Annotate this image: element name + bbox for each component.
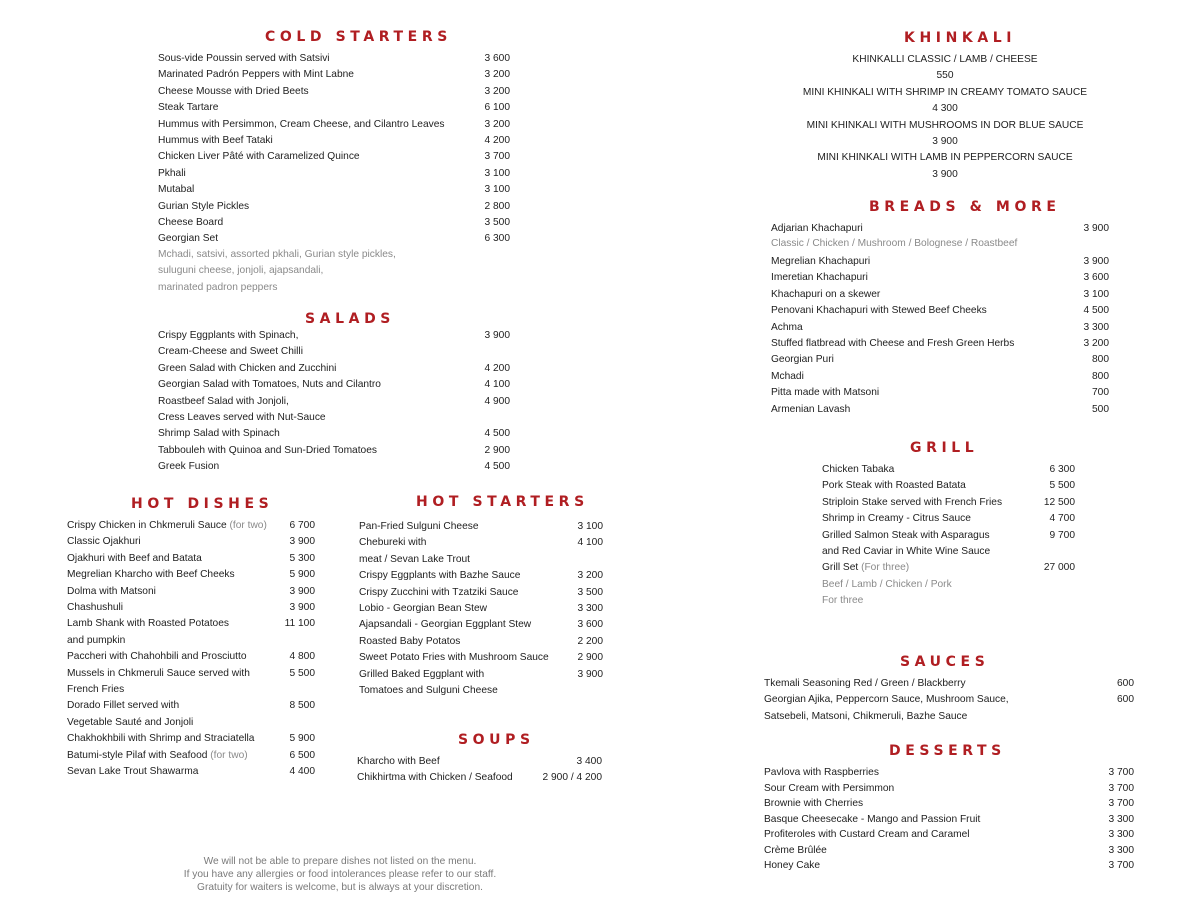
menu-item: [822, 462, 1075, 478]
menu-item-name: Batumi-style Pilaf with Seafood: [67, 749, 208, 761]
menu-item-name: Gurian Style Pickles: [158, 200, 250, 212]
menu-item-name: Brownie with Cherries: [764, 798, 864, 809]
menu-item: [764, 843, 1134, 859]
menu-item: [764, 858, 1134, 874]
menu-item-price: 3 100: [484, 167, 510, 179]
menu-item-price: 6 100: [484, 102, 510, 114]
menu-item-price: 3 500: [484, 217, 510, 228]
menu-item: [67, 616, 315, 632]
menu-item-price: 3 900: [484, 330, 510, 341]
menu-item-name: Shrimp in Creamy - Citrus Sauce: [822, 513, 971, 525]
khinkali-item-name: MINI KHINKALI WITH SHRIMP IN CREAMY TOMATO SAUCE: [802, 86, 1088, 98]
menu-item-price: 4 200: [484, 362, 510, 374]
menu-item: [158, 328, 510, 344]
menu-item-name: Roasted Baby Potatos: [359, 635, 461, 647]
menu-item-name: Grilled Salmon Steak with Asparagus: [822, 529, 990, 541]
menu-item: [67, 633, 315, 649]
menu-item: [158, 443, 510, 459]
menu-item-name: Pork Steak with Roasted Batata: [822, 480, 966, 492]
menu-item-name: Armenian Lavash: [771, 403, 851, 415]
menu-item-name: Crispy Eggplants with Bazhe Sauce: [359, 570, 521, 582]
menu-item: [158, 426, 510, 442]
menu-item-name: Georgian Puri: [771, 354, 834, 366]
menu-item-name: Tkemali Seasoning Red / Green / Blackberry: [764, 678, 966, 689]
khinkali-item-price: 550: [936, 70, 954, 82]
menu-item-price: 600: [1117, 678, 1134, 689]
menu-item-name: Pkhali: [158, 167, 186, 179]
menu-item-name: Crème Brûlée: [764, 844, 827, 856]
menu-item-name: Crispy Zucchini with Tzatziki Sauce: [359, 586, 519, 598]
menu-item-name: and pumpkin: [67, 634, 126, 646]
menu-item-name: Ojakhuri with Beef and Batata: [67, 552, 202, 564]
menu-item: [771, 303, 1109, 319]
menu-item: [357, 770, 602, 786]
menu-item-name: Imeretian Khachapuri: [771, 272, 868, 284]
menu-item-price: 800: [1092, 370, 1109, 382]
menu-item: [158, 377, 510, 393]
menu-item: [67, 698, 315, 714]
menu-item-price: 3 600: [1083, 272, 1109, 284]
menu-item: [158, 149, 510, 165]
menu-item-name: meat / Sevan Lake Trout: [359, 553, 470, 565]
menu-item: [158, 133, 510, 149]
menu-item: [67, 748, 315, 764]
menu-item: [764, 692, 1134, 708]
menu-item-price: 3 400: [576, 756, 602, 767]
menu-item-name: Mchadi: [771, 370, 804, 382]
menu-item: [822, 544, 1075, 560]
menu-item-price: 3 700: [1108, 782, 1134, 794]
menu-item-price: 5 500: [1049, 480, 1075, 492]
menu-item: [359, 535, 603, 551]
menu-item-name: Hummus with Beef Tataki: [158, 135, 273, 146]
menu-item-name: Profiteroles with Custard Cream and Caramel: [764, 829, 970, 840]
menu-item-name: Kharcho with Beef: [357, 756, 440, 767]
menu-item: [357, 754, 602, 770]
menu-item-name: Georgian Salad with Tomatoes, Nuts and Cilantro: [158, 379, 381, 391]
menu-item: [158, 231, 510, 247]
menu-item-name: Grill Set: [822, 562, 859, 574]
menu-item: [771, 254, 1109, 270]
hot-dishes-heading: HOT DISHES: [131, 496, 274, 512]
menu-item-name: Grilled Baked Eggplant with: [359, 668, 485, 680]
menu-item-price: 3 900: [577, 668, 603, 680]
menu-item: [822, 478, 1075, 494]
menu-item: [67, 764, 315, 780]
menu-item-price: 3 700: [1108, 860, 1134, 871]
menu-item-name: Tomatoes and Sulguni Cheese: [359, 685, 498, 696]
menu-item: [771, 270, 1109, 286]
menu-item-price: 27 000: [1043, 562, 1075, 574]
menu-item: [359, 667, 603, 683]
menu-item-name: Achma: [771, 321, 803, 333]
menu-item-description: Mchadi, satsivi, assorted pkhali, Gurian style pickles,: [158, 249, 396, 260]
menu-item: [158, 117, 510, 133]
menu-item-price: 3 900: [1083, 223, 1109, 234]
menu-item: [771, 287, 1109, 303]
khinkali-item-name: MINI KHINKALI WITH LAMB IN PEPPERCORN SAUCE: [817, 152, 1073, 164]
menu-item: [158, 394, 510, 410]
menu-item-price: 3 300: [577, 603, 603, 614]
menu-item-price: 4 700: [1049, 513, 1075, 525]
menu-item: [67, 666, 315, 682]
menu-item-price: 3 700: [484, 151, 510, 163]
menu-item: [764, 812, 1134, 828]
footer-line: Gratuity for waiters is welcome, but is always at your discretion.: [197, 882, 483, 893]
menu-item-price: 5 300: [289, 552, 315, 564]
menu-item: [67, 584, 315, 600]
menu-item-name: Roastbeef Salad with Jonjoli,: [158, 395, 289, 407]
menu-item-name: Sous-vide Poussin served with Satsivi: [158, 53, 330, 64]
menu-item: [764, 781, 1134, 797]
menu-item-price: 4 500: [484, 461, 510, 473]
menu-item-name: Basque Cheesecake - Mango and Passion Fruit: [764, 813, 981, 825]
sauces-heading: SAUCES: [900, 654, 990, 670]
menu-item: [67, 715, 315, 731]
menu-item-price: 3 200: [484, 69, 510, 81]
menu-item-price: 6 500: [289, 749, 315, 761]
menu-item-price: 3 300: [1108, 829, 1134, 840]
menu-item: [67, 551, 315, 567]
menu-item: [771, 369, 1109, 385]
menu-item: [158, 361, 510, 377]
menu-item-price: 3 200: [1083, 338, 1109, 349]
menu-item-name: Chakhokhbili with Shrimp and Straciatella: [67, 733, 255, 745]
menu-item: [158, 100, 510, 116]
menu-item-name: Stuffed flatbread with Cheese and Fresh Green Herbs: [771, 338, 1015, 349]
menu-item-name: Paccheri with Chahohbili and Prosciutto: [67, 651, 247, 663]
menu-item-name: Khachapuri on a skewer: [771, 288, 881, 300]
menu-item-name: Mussels in Chkmeruli Sauce served with: [67, 667, 250, 679]
menu-item: [158, 459, 510, 475]
menu-item-price: 3 300: [1108, 813, 1134, 825]
menu-item-price: 2 900: [484, 444, 510, 456]
breads-heading: BREADS & MORE: [869, 199, 1061, 215]
menu-item: [67, 731, 315, 747]
menu-item-price: 600: [1117, 694, 1134, 706]
menu-item-name: Sweet Potato Fries with Mushroom Sauce: [359, 652, 549, 664]
menu-item-name: Vegetable Sauté and Jonjoli: [67, 716, 194, 728]
menu-item-name: Satsebeli, Matsoni, Chikmeruli, Bazhe Sauce: [764, 710, 968, 722]
grill-heading: GRILL: [910, 440, 979, 456]
menu-item: [771, 402, 1109, 418]
khinkali-item-price: 3 900: [932, 168, 958, 180]
menu-item-price: 5 500: [289, 667, 315, 679]
khinkali-item-price: 3 900: [932, 136, 958, 147]
menu-item-price: 3 600: [484, 53, 510, 64]
menu-item-name: Hummus with Persimmon, Cream Cheese, and Cilantro Leaves: [158, 118, 445, 130]
menu-item-price: 2 900: [577, 652, 603, 664]
menu-item-name: Marinated Padrón Peppers with Mint Labne: [158, 69, 354, 81]
menu-item-price: 6 700: [289, 520, 315, 531]
menu-item: [158, 166, 510, 182]
menu-item-name: Chicken Liver Pâté with Caramelized Quince: [158, 151, 360, 163]
menu-item-price: 700: [1092, 387, 1109, 399]
menu-item-price: 4 100: [577, 537, 603, 549]
menu-item-price: 3 600: [577, 619, 603, 631]
menu-item: [67, 567, 315, 583]
khinkali-item-name: MINI KHINKALI WITH MUSHROOMS IN DOR BLUE SAUCE: [806, 119, 1084, 131]
menu-item: [822, 560, 1075, 576]
menu-item-price: 6 300: [484, 233, 510, 245]
menu-item-name: Striploin Stake served with French Fries: [822, 496, 1003, 508]
menu-item-price: 800: [1092, 354, 1109, 366]
menu-item-name: Honey Cake: [764, 860, 821, 871]
menu-item: [158, 215, 510, 231]
menu-item-name: Megrelian Khachapuri: [771, 256, 871, 267]
menu-item: [67, 518, 315, 534]
menu-item: [158, 182, 510, 198]
menu-item-price: 500: [1092, 403, 1109, 415]
menu-item-name: Georgian Ajika, Peppercorn Sauce, Mushroom Sauce,: [764, 694, 1009, 706]
desserts-heading: DESSERTS: [889, 743, 1006, 759]
menu-item-name: Pan-Fried Sulguni Cheese: [359, 521, 479, 532]
menu-item: [359, 519, 603, 535]
menu-item-name: Dolma with Matsoni: [67, 585, 156, 597]
menu-item-name: Lamb Shank with Roasted Potatoes: [67, 618, 229, 630]
menu-item-price: 3 200: [484, 85, 510, 97]
menu-item-price: 4 900: [484, 395, 510, 407]
menu-item-price: 2 900 / 4 200: [542, 772, 602, 784]
menu-item-name: Chashushuli: [67, 602, 124, 613]
menu-item-name: Lobio - Georgian Bean Stew: [359, 603, 487, 614]
menu-item: [771, 385, 1109, 401]
menu-item-price: 5 900: [289, 733, 315, 745]
menu-item: [67, 600, 315, 616]
menu-item-note: (for two): [226, 520, 267, 531]
hot-starters-heading: HOT STARTERS: [416, 494, 589, 510]
khinkali-item-price: 4 300: [932, 103, 958, 115]
menu-item-price: 3 300: [1083, 321, 1109, 333]
menu-item-name: Cress Leaves served with Nut-Sauce: [158, 412, 326, 423]
menu-item-note: (for two): [207, 749, 248, 761]
menu-item-description: Beef / Lamb / Chicken / Pork: [822, 579, 952, 590]
menu-item-price: 3 200: [484, 118, 510, 130]
menu-item-name: Cream-Cheese and Sweet Chilli: [158, 346, 303, 358]
menu-item: [158, 410, 510, 426]
menu-item: [359, 650, 603, 666]
khinkali-item-name: KHINKALLI CLASSIC / LAMB / CHEESE: [852, 54, 1038, 65]
footer-line: We will not be able to prepare dishes not listed on the menu.: [203, 856, 477, 867]
breads-first-item: [771, 221, 1109, 237]
menu-item-description: suluguni cheese, jonjoli, ajapsandali,: [158, 265, 324, 277]
menu-item-name: Tabbouleh with Quinoa and Sun-Dried Tomatoes: [158, 444, 377, 456]
menu-item-price: 3 700: [1108, 798, 1134, 809]
menu-item-price: 3 100: [484, 184, 510, 196]
menu-item-price: 11 100: [284, 618, 315, 630]
menu-item: [158, 344, 510, 360]
menu-item: [359, 683, 603, 699]
menu-item: [67, 649, 315, 665]
menu-item: [158, 84, 510, 100]
menu-item-name: Chikhirtma with Chicken / Seafood: [357, 772, 513, 784]
menu-item-price: 3 900: [289, 585, 315, 597]
menu-item-description: marinated padron peppers: [158, 281, 278, 293]
menu-item-price: 3 100: [1083, 288, 1109, 300]
menu-item-description: For three: [822, 595, 864, 607]
menu-footer-note: [140, 855, 540, 894]
menu-item-price: 5 900: [289, 569, 315, 581]
menu-item-price: 6 300: [1049, 464, 1075, 475]
menu-item-note: (For three): [858, 562, 910, 574]
menu-item: [67, 534, 315, 550]
footer-line: If you have any allergies or food intolerances please refer to our staff.: [183, 869, 497, 880]
menu-item: [822, 511, 1075, 527]
menu-item-name: Chebureki with: [359, 537, 427, 549]
menu-item: [359, 585, 603, 601]
menu-item: [158, 67, 510, 83]
khinkali-heading: KHINKALI: [904, 30, 1017, 46]
menu-item-price: 4 100: [484, 379, 510, 391]
menu-item-name: French Fries: [67, 684, 125, 695]
menu-item-name: Crispy Chicken in Chkmeruli Sauce: [67, 520, 227, 531]
menu-item-name: Georgian Set: [158, 233, 219, 245]
menu-item: [158, 51, 510, 67]
menu-item-name: Shrimp Salad with Spinach: [158, 428, 280, 440]
menu-item-name: Crispy Eggplants with Spinach,: [158, 330, 299, 341]
menu-item-name: Cheese Mousse with Dried Beets: [158, 85, 309, 97]
menu-item-price: 4 400: [289, 766, 315, 777]
menu-item-name: Ajapsandali - Georgian Eggplant Stew: [359, 619, 532, 631]
menu-item: [764, 796, 1134, 812]
menu-item: [359, 634, 603, 650]
menu-item: [158, 199, 510, 215]
menu-item-name: Penovani Khachapuri with Stewed Beef Cheeks: [771, 305, 987, 317]
menu-item-price: 3 900: [1083, 256, 1109, 267]
menu-item: [822, 495, 1075, 511]
menu-item-name: Pitta made with Matsoni: [771, 387, 880, 399]
menu-item-name: and Red Caviar in White Wine Sauce: [822, 546, 991, 557]
menu-item-name: Greek Fusion: [158, 461, 220, 473]
menu-item: [764, 765, 1134, 781]
cold-starters-heading: COLD STARTERS: [265, 29, 452, 45]
soups-heading: SOUPS: [458, 732, 535, 748]
menu-item-price: 3 900: [289, 536, 315, 548]
menu-item-name: Adjarian Khachapuri: [771, 223, 863, 234]
menu-item-name: Sevan Lake Trout Shawarma: [67, 766, 199, 777]
menu-item-price: 3 700: [1108, 767, 1134, 778]
menu-item: [771, 320, 1109, 336]
menu-item: [764, 827, 1134, 843]
menu-item-price: 9 700: [1049, 529, 1075, 541]
menu-item: [771, 352, 1109, 368]
menu-item: [359, 617, 603, 633]
menu-item-price: 4 800: [289, 651, 315, 663]
menu-item-price: 4 500: [1083, 305, 1109, 317]
menu-item: [771, 336, 1109, 352]
menu-item-price: 3 500: [577, 586, 603, 598]
menu-item-price: 2 200: [577, 635, 603, 647]
menu-item-name: Sour Cream with Persimmon: [764, 782, 895, 794]
menu-item-name: Chicken Tabaka: [822, 464, 895, 475]
menu-item: [764, 676, 1134, 692]
menu-item: [822, 528, 1075, 544]
menu-item-name: Classic Ojakhuri: [67, 536, 141, 548]
menu-item-price: 8 500: [289, 700, 315, 712]
menu-item-price: 4 200: [484, 135, 510, 146]
menu-item-price: 3 300: [1108, 844, 1134, 856]
menu-item: [359, 552, 603, 568]
menu-item: [359, 568, 603, 584]
salads-heading: SALADS: [305, 311, 395, 327]
menu-item-name: Megrelian Kharcho with Beef Cheeks: [67, 569, 235, 581]
menu-item-name: Pavlova with Raspberries: [764, 767, 879, 778]
menu-item-name: Green Salad with Chicken and Zucchini: [158, 362, 337, 374]
menu-item: [764, 709, 1134, 725]
menu-item-name: Mutabal: [158, 184, 195, 196]
breads-first-item-options: Classic / Chicken / Mushroom / Bolognese / Roastbeef: [771, 238, 1018, 249]
menu-item-price: 3 100: [577, 521, 603, 532]
menu-item-name: Cheese Board: [158, 217, 224, 228]
menu-item-price: 4 500: [484, 428, 510, 440]
menu-item-price: 2 800: [484, 200, 510, 212]
menu-item-name: Steak Tartare: [158, 102, 219, 114]
menu-item-price: 12 500: [1043, 496, 1075, 508]
menu-item-price: 3 900: [289, 602, 315, 613]
menu-item: [67, 682, 315, 698]
menu-item: [359, 601, 603, 617]
menu-item-price: 3 200: [577, 570, 603, 582]
menu-item-name: Dorado Fillet served with: [67, 700, 180, 712]
